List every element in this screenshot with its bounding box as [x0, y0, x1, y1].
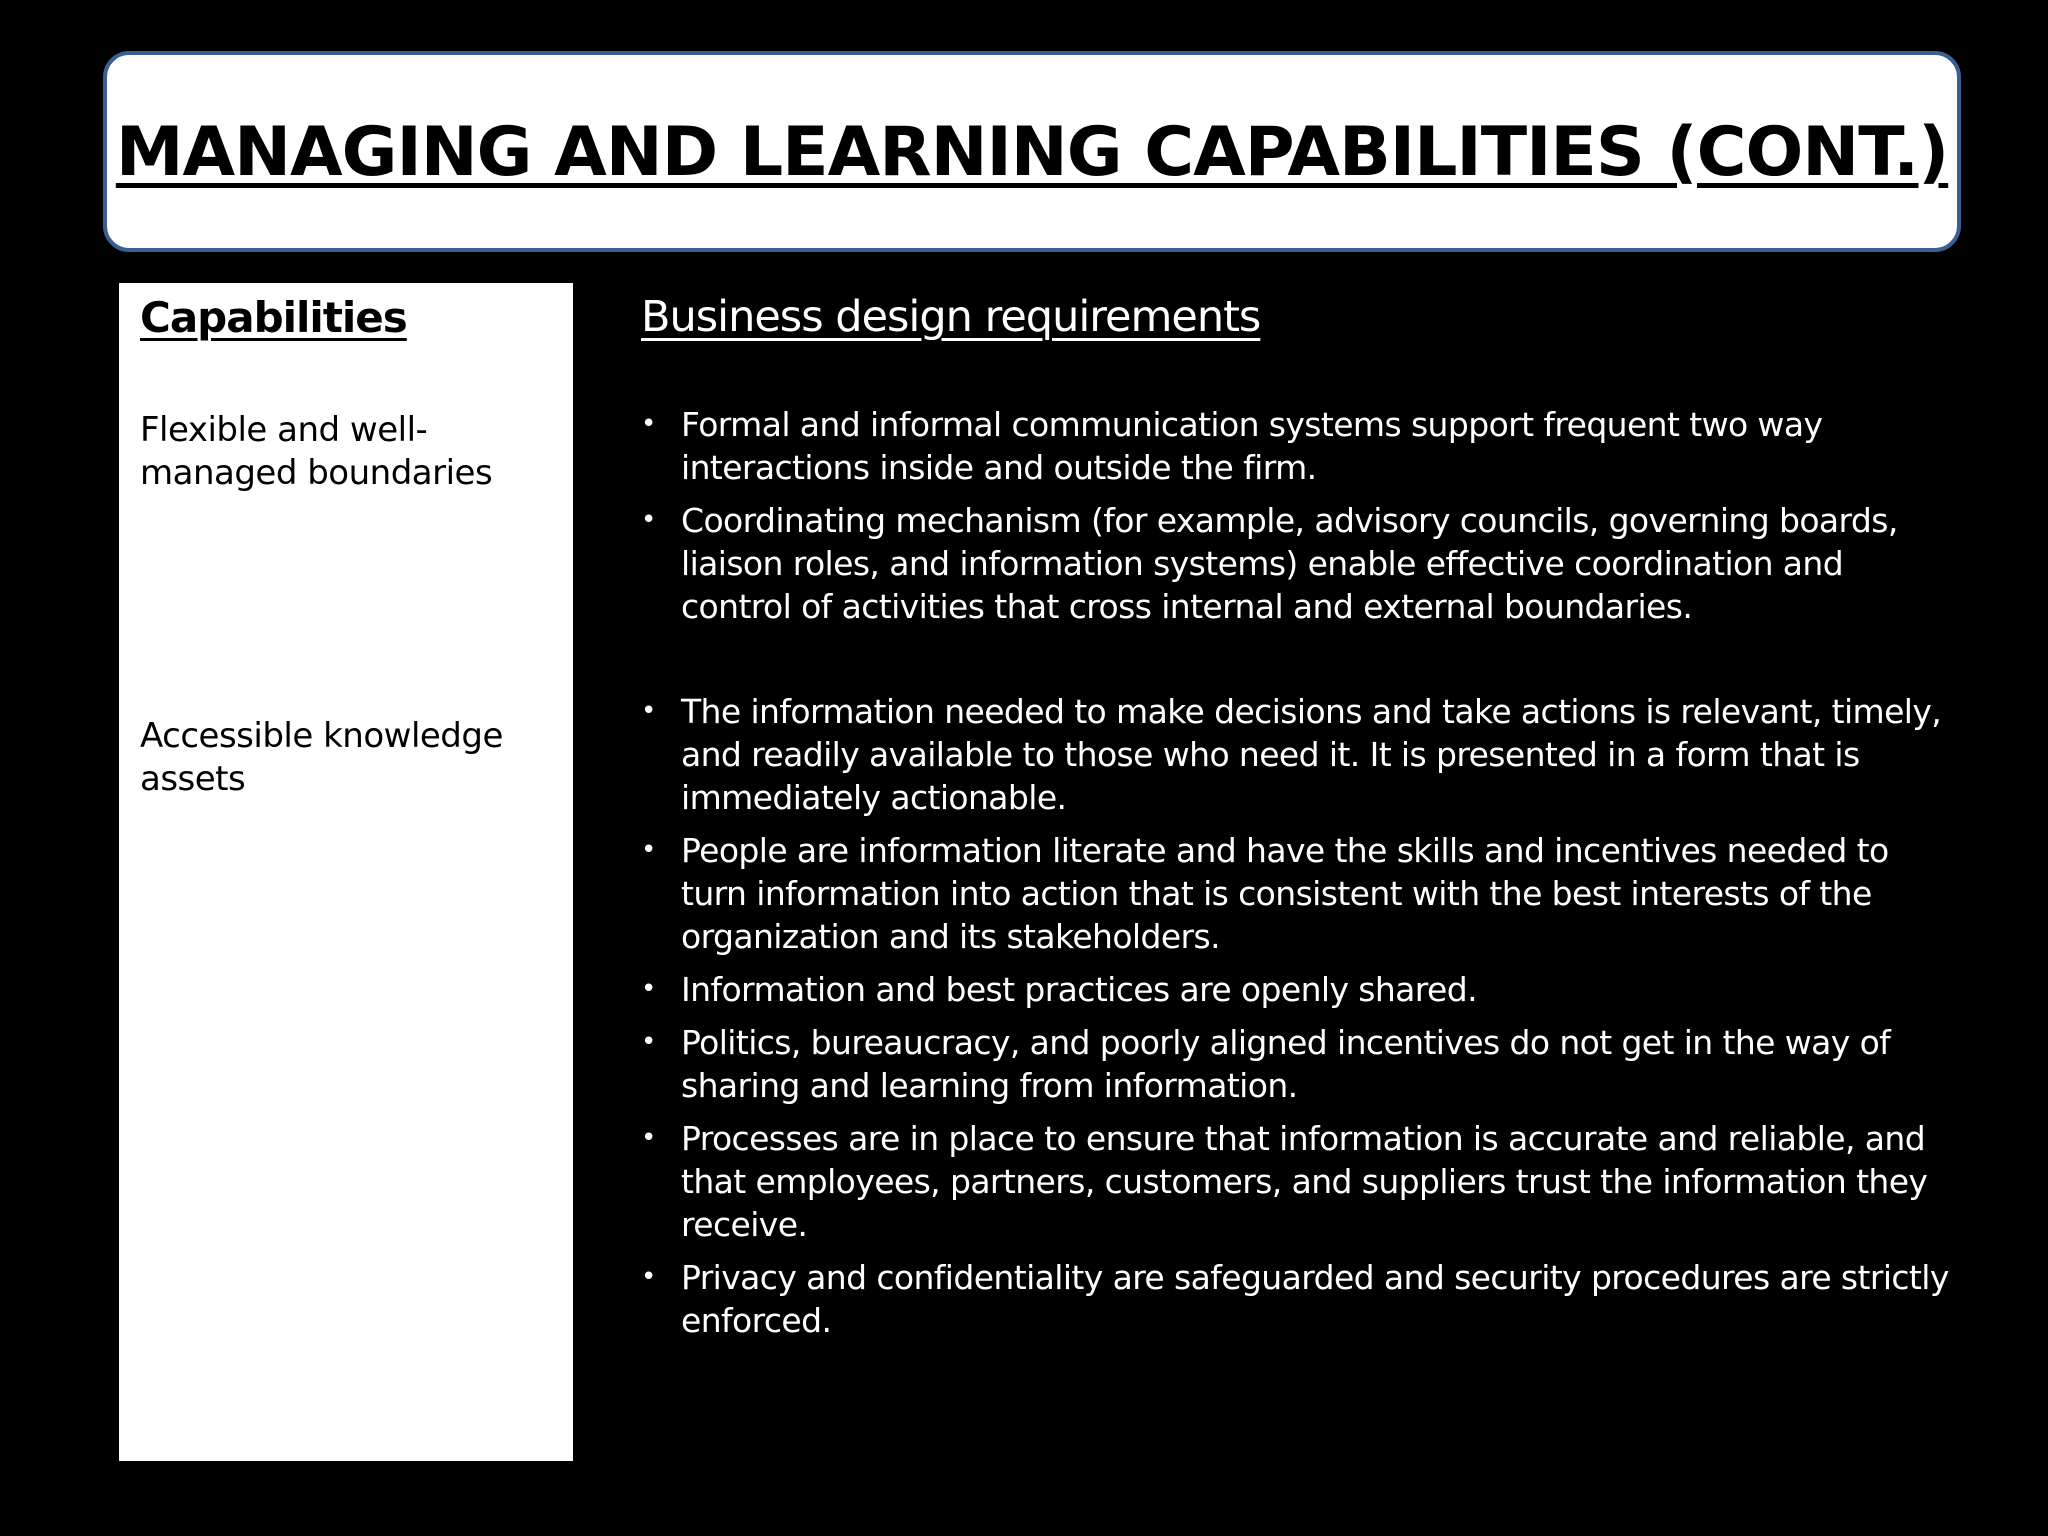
requirements-heading: Business design requirements	[641, 292, 1261, 342]
capabilities-panel	[119, 283, 573, 1461]
requirement-bullet	[641, 403, 1961, 489]
capabilities-heading: Capabilities	[140, 293, 407, 342]
bullet-icon: •	[641, 409, 656, 439]
requirement-bullet	[641, 1256, 1961, 1342]
bullet-icon: •	[641, 1027, 656, 1057]
bullet-icon: •	[641, 1262, 656, 1292]
requirement-bullet	[641, 968, 1961, 1011]
requirement-bullet	[641, 1117, 1961, 1246]
requirement-text: Politics, bureaucracy, and poorly aligned incentives do not get in the way of sharing and learning from information.	[681, 1023, 1891, 1105]
requirement-bullet	[641, 1021, 1961, 1107]
requirement-text: Processes are in place to ensure that information is accurate and reliable, and that employees, partners, customers, and suppliers trust the information they receive.	[681, 1119, 1928, 1244]
requirement-bullet	[641, 499, 1961, 628]
capability-item: Flexible and well-managed boundaries	[140, 410, 493, 493]
slide-title: MANAGING AND LEARNING CAPABILITIES (CONT.)	[115, 113, 1949, 192]
requirement-text: Formal and informal communication systems support frequent two way interactions inside and outside the firm.	[681, 405, 1823, 487]
requirement-text: Information and best practices are openly shared.	[681, 970, 1477, 1009]
requirement-text: Privacy and confidentiality are safeguarded and security procedures are strictly enforced.	[681, 1258, 1949, 1340]
bullet-icon: •	[641, 974, 656, 1004]
requirement-bullet	[641, 829, 1961, 958]
requirement-text: Coordinating mechanism (for example, advisory councils, governing boards, liaison roles, and information systems) enable effective coordination and control of activities that cross internal and external boundaries.	[681, 501, 1898, 626]
requirement-text: People are information literate and have the skills and incentives needed to turn information into action that is consistent with the best interests of the organization and its stakeholders.	[681, 831, 1889, 956]
bullet-icon: •	[641, 835, 656, 865]
knowledge-requirements-list	[641, 690, 1961, 1352]
boundaries-requirements-list	[641, 403, 1961, 638]
bullet-icon: •	[641, 696, 656, 726]
requirement-text: The information needed to make decisions and take actions is relevant, timely, and readily available to those who need it. It is presented in a form that is immediately actionable.	[681, 692, 1942, 817]
requirement-bullet	[641, 690, 1961, 819]
bullet-icon: •	[641, 1123, 656, 1153]
bullet-icon: •	[641, 505, 656, 535]
capability-item: Accessible knowledge assets	[140, 716, 503, 799]
title-box	[103, 51, 1961, 252]
